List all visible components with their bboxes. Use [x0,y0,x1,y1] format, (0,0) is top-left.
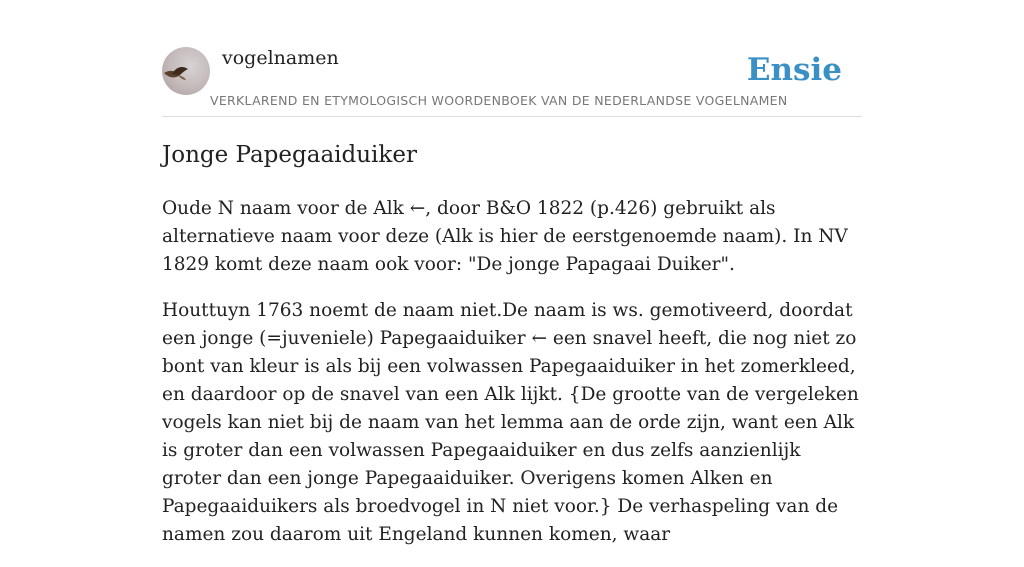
article-title: Jonge Papegaaiduiker [162,142,417,168]
article [162,137,862,567]
paragraph-text: een snavel heeft, die nog niet zo bont van kleur is als bij een volwassen Papegaaiduiker in het zomerkleed, en daardoor op de snavel van een Alk lijkt. {De grootte van de vergeleken vogels kan niet bij de naam van het lemma aan de orde zijn, want een Alk is groter dan een volwassen Papegaaiduiker en dus zelfs aanzienlijk groter dan een jonge Papegaaiduiker. Overigens komen Alken en Papegaaiduikers als broedvogel in N niet voor.} De verhaspeling van de namen zou daarom uit Engeland kunnen komen, waar [162,328,859,545]
site-header [162,40,862,117]
cross-reference-link[interactable]: ← [531,328,547,349]
paragraph-text: Houttuyn 1763 noemt de naam niet.De naam is ws. gemotiveerd, doordat een jonge (=juveniele) Papegaaiduiker [162,300,853,349]
paragraph-text: , door B&O 1822 (p.426) gebruikt als alternatieve naam voor deze (Alk is hier de eerstgenoemde naam). In NV 1829 komt deze naam ook voor: "De jonge Papagaai Duiker". [162,198,848,275]
site-name[interactable]: vogelnamen [222,47,339,69]
cross-reference-link[interactable]: ← [409,198,426,219]
article-paragraph [162,195,862,279]
article-paragraph [162,297,862,549]
bird-in-flight-icon [162,47,210,95]
site-subtitle: VERKLAREND EN ETYMOLOGISCH WOORDENBOEK VAN DE NEDERLANDSE VOGELNAMEN [210,93,788,108]
brand-logo[interactable]: Ensie [746,52,842,88]
avatar[interactable] [162,47,210,95]
paragraph-text: Oude N naam voor de Alk [162,198,410,219]
